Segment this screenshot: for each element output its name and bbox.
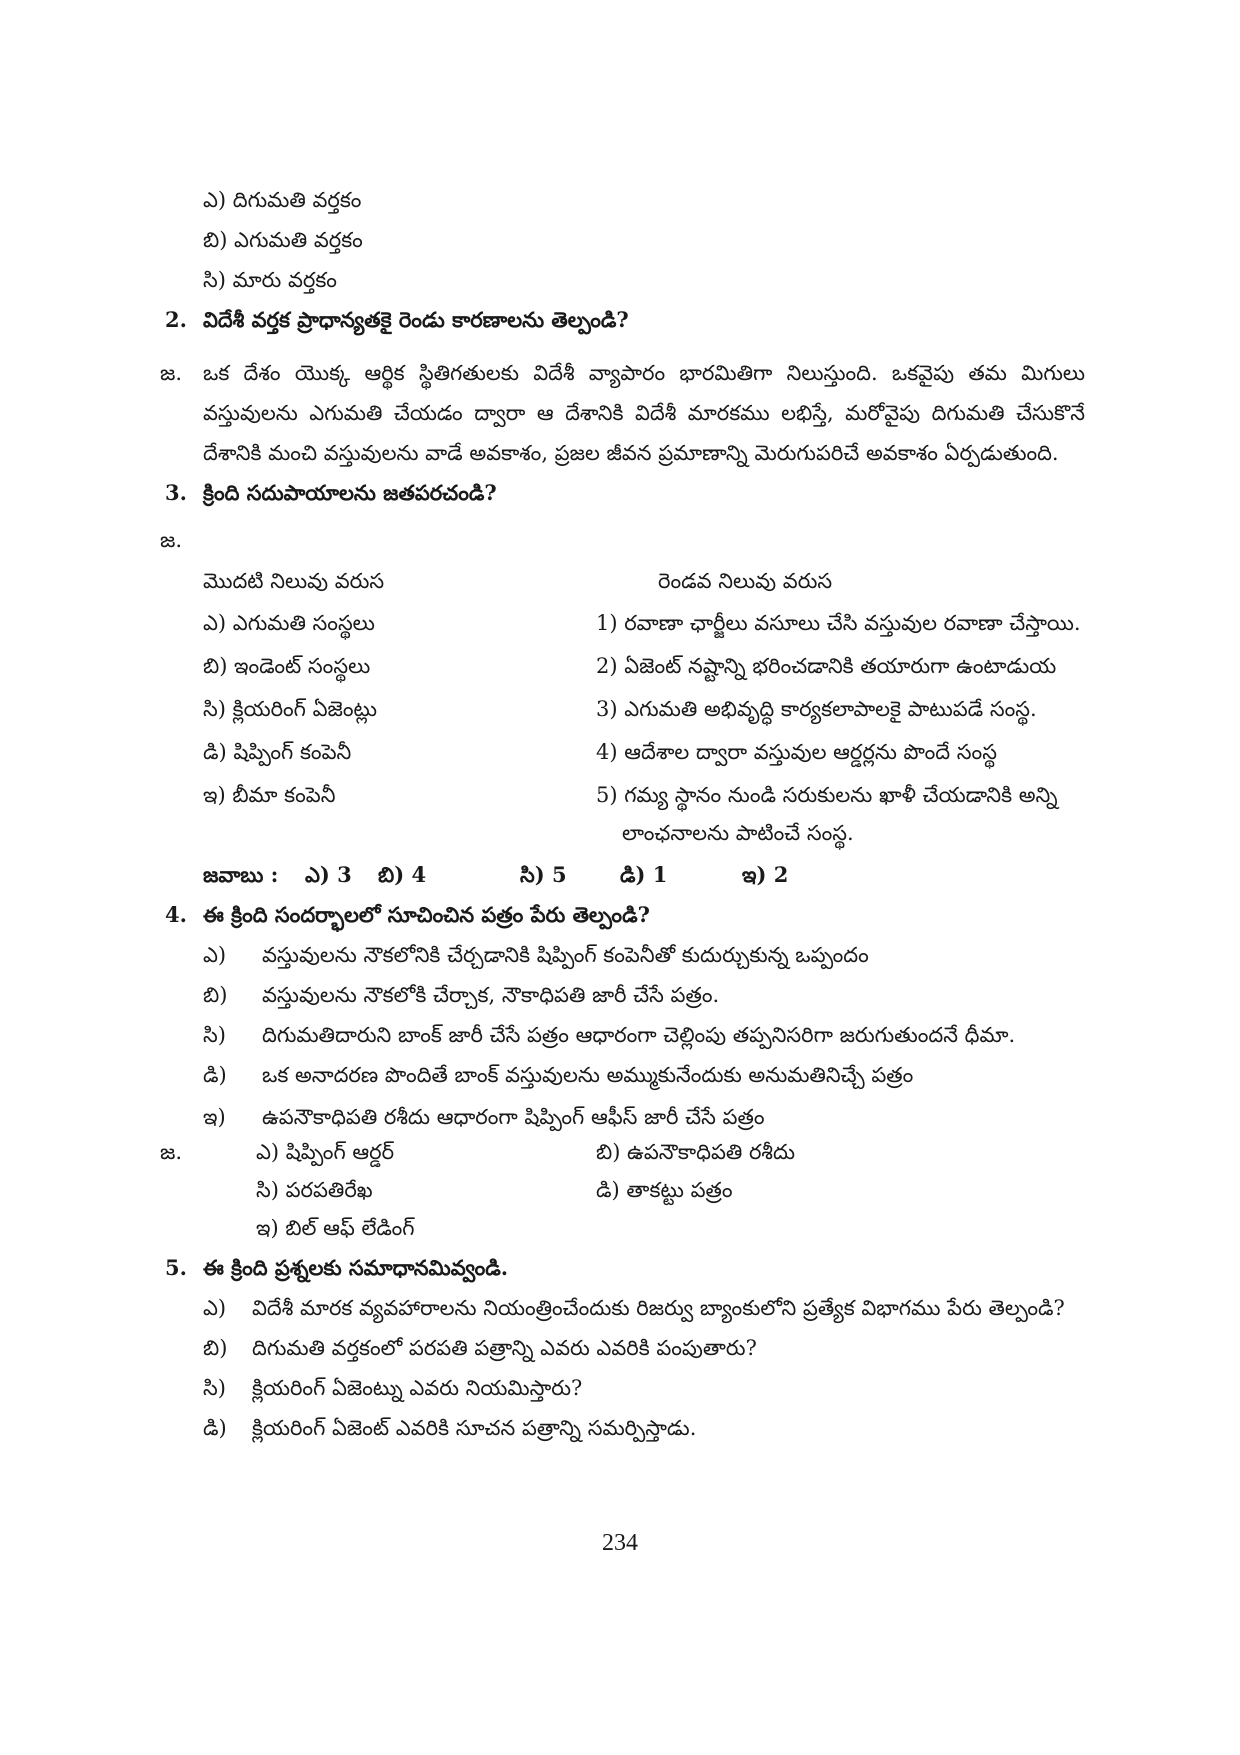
option-c: సి) మారు వర్తకం: [203, 268, 337, 292]
q3-col1-header: మొదటి నిలువు వరుస: [203, 569, 385, 593]
q3-answer-key-label: జవాబు :: [203, 862, 279, 887]
q3-answer-key-e: ఇ) 2: [742, 862, 789, 887]
q2-number: 2.: [165, 307, 187, 332]
q3-col2-header: రెండవ నిలువు వరుస: [658, 569, 833, 593]
q5-item-b-text: దిగుమతి వర్తకంలో పరపతి పత్రాన్ని ఎవరు ఎవరికి పంపుతారు?: [252, 1336, 757, 1360]
q3-col2-item-4: 4) ఆదేశాల ద్వారా వస్తువుల ఆర్డర్లను పొందే సంస్థ: [596, 740, 997, 764]
q3-answer-key-c: సి) 5: [520, 862, 567, 887]
q5-item-b-label: బి): [203, 1336, 228, 1360]
q3-answer-label: జ.: [160, 528, 183, 552]
page-number: 234: [602, 1530, 638, 1556]
q3-col2-item-5: 5) గమ్య స్థానం నుండి సరుకులను ఖాళీ చేయడానికి అన్ని: [596, 783, 1058, 807]
q4-item-a-text: వస్తువులను నౌకలోనికి చేర్చడానికి షిప్పింగ్ కంపెనీతో కుదుర్చుకున్న ఒప్పందం: [262, 943, 869, 967]
q4-item-d-label: డి): [203, 1063, 227, 1087]
q3-col2-item-5-cont: లాంఛనాలను పాటించే సంస్థ.: [622, 821, 854, 845]
q3-col1-item-1: ఎ) ఎగుమతి సంస్థలు: [203, 611, 375, 635]
q4-answer-e: ఇ) బిల్ ఆఫ్ లేడింగ్: [256, 1216, 415, 1240]
q5-item-c-text: క్లియరింగ్ ఏజెంట్ను ఎవరు నియమిస్తారు?: [252, 1376, 583, 1400]
q3-col1-item-2: బి) ఇండెంట్ సంస్థలు: [203, 654, 371, 678]
q5-item-d-label: డి): [203, 1416, 227, 1440]
q3-number: 3.: [165, 480, 187, 505]
q5-item-a-label: ఎ): [203, 1296, 227, 1320]
q4-item-e-label: ఇ): [203, 1105, 226, 1129]
q3-col2-item-3: 3) ఎగుమతి అభివృద్ధి కార్యకలాపాలకై పాటుపడే సంస్థ.: [596, 697, 1037, 721]
q5-number: 5.: [165, 1255, 187, 1280]
q3-answer-key-b: బి) 4: [378, 862, 427, 887]
q3-col2-item-1: 1) రవాణా ఛార్జీలు వసూలు చేసి వస్తువుల రవాణా చేస్తాయి.: [596, 611, 1081, 635]
q4-item-b-label: బి): [203, 983, 228, 1007]
q4-answer-c: సి) పరపతిరేఖ: [256, 1178, 373, 1202]
option-b: బి) ఎగుమతి వర్తకం: [203, 228, 363, 252]
q4-answer-b: బి) ఉపనౌకాధిపతి రశీదు: [596, 1140, 796, 1164]
q2-answer-label: జ.: [160, 361, 183, 385]
q3-col2-item-2: 2) ఏజెంట్ నష్టాన్ని భరించడానికి తయారుగా ఉంటాడుయ: [596, 654, 1057, 678]
q5-item-a-text: విదేశీ మారక వ్యవహారాలను నియంత్రించేందుకు రిజర్వు బ్యాంకులోని ప్రత్యేక విభాగము పేరు తెల్పండి?: [252, 1296, 1065, 1320]
q3-question: క్రింది సదుపాయాలను జతపరచండి?: [203, 480, 497, 505]
q3-col1-item-4: డి) షిప్పింగ్ కంపెనీ: [203, 740, 352, 764]
q4-question: ఈ క్రింది సందర్భాలలో సూచించిన పత్రం పేరు తెల్పండి?: [203, 902, 650, 927]
q3-col1-item-5: ఇ) బీమా కంపెనీ: [203, 783, 336, 807]
option-a: ఎ) దిగుమతి వర్తకం: [203, 188, 362, 212]
q3-answer-key-a: ఎ) 3: [305, 862, 352, 887]
q4-item-a-label: ఎ): [203, 943, 227, 967]
q4-item-e-text: ఉపనౌకాధిపతి రశీదు ఆధారంగా షిప్పింగ్ ఆఫీస్ జారీ చేసే పత్రం: [262, 1105, 765, 1129]
q3-answer-key-d: డి) 1: [620, 862, 668, 887]
q2-answer-line-2: వస్తువులను ఎగుమతి చేయడం ద్వారా ఆ దేశానికి విదేశీ మారకము లభిస్తే, మరోవైపు దిగుమతి చేసుకొనే: [203, 401, 1085, 425]
q2-answer-line-3: దేశానికి మంచి వస్తువులను వాడే అవకాశం, ప్రజల జీవన ప్రమాణాన్ని మెరుగుపరిచే అవకాశం ఏర్పడుతుంది.: [203, 441, 1059, 465]
q4-item-d-text: ఒక అనాదరణ పొందితే బాంక్ వస్తువులను అమ్ముకునేందుకు అనుమతినిచ్చే పత్రం: [262, 1063, 914, 1087]
q4-number: 4.: [165, 902, 187, 927]
q5-question: ఈ క్రింది ప్రశ్నలకు సమాధానమివ్వండి.: [203, 1255, 509, 1280]
q4-answer-label: జ.: [160, 1140, 183, 1164]
q2-question: విదేశీ వర్తక ప్రాధాన్యతకై రెండు కారణాలను తెల్పండి?: [203, 307, 629, 332]
q3-col1-item-3: సి) క్లియరింగ్ ఏజెంట్లు: [203, 697, 378, 721]
q5-item-d-text: క్లియరింగ్ ఏజెంట్ ఎవరికి సూచన పత్రాన్ని సమర్పిస్తాడు.: [252, 1416, 697, 1440]
q5-item-c-label: సి): [203, 1376, 226, 1400]
q4-item-c-text: దిగుమతిదారుని బాంక్ జారీ చేసే పత్రం ఆధారంగా చెల్లింపు తప్పనిసరిగా జరుగుతుందనే ధీమా.: [262, 1023, 1016, 1047]
q4-item-b-text: వస్తువులను నౌకలోకి చేర్చాక, నౌకాధిపతి జారీ చేసే పత్రం.: [262, 983, 720, 1007]
q2-answer-line-1: ఒక దేశం యొక్క ఆర్థిక స్థితిగతులకు విదేశీ వ్యాపారం భారమితిగా నిలుస్తుంది. ఒకవైపు తమ మిగులు: [203, 361, 1085, 385]
q4-answer-d: డి) తాకట్టు పత్రం: [596, 1178, 733, 1202]
q4-answer-a: ఎ) షిప్పింగ్ ఆర్డర్: [256, 1140, 395, 1164]
q4-item-c-label: సి): [203, 1023, 226, 1047]
